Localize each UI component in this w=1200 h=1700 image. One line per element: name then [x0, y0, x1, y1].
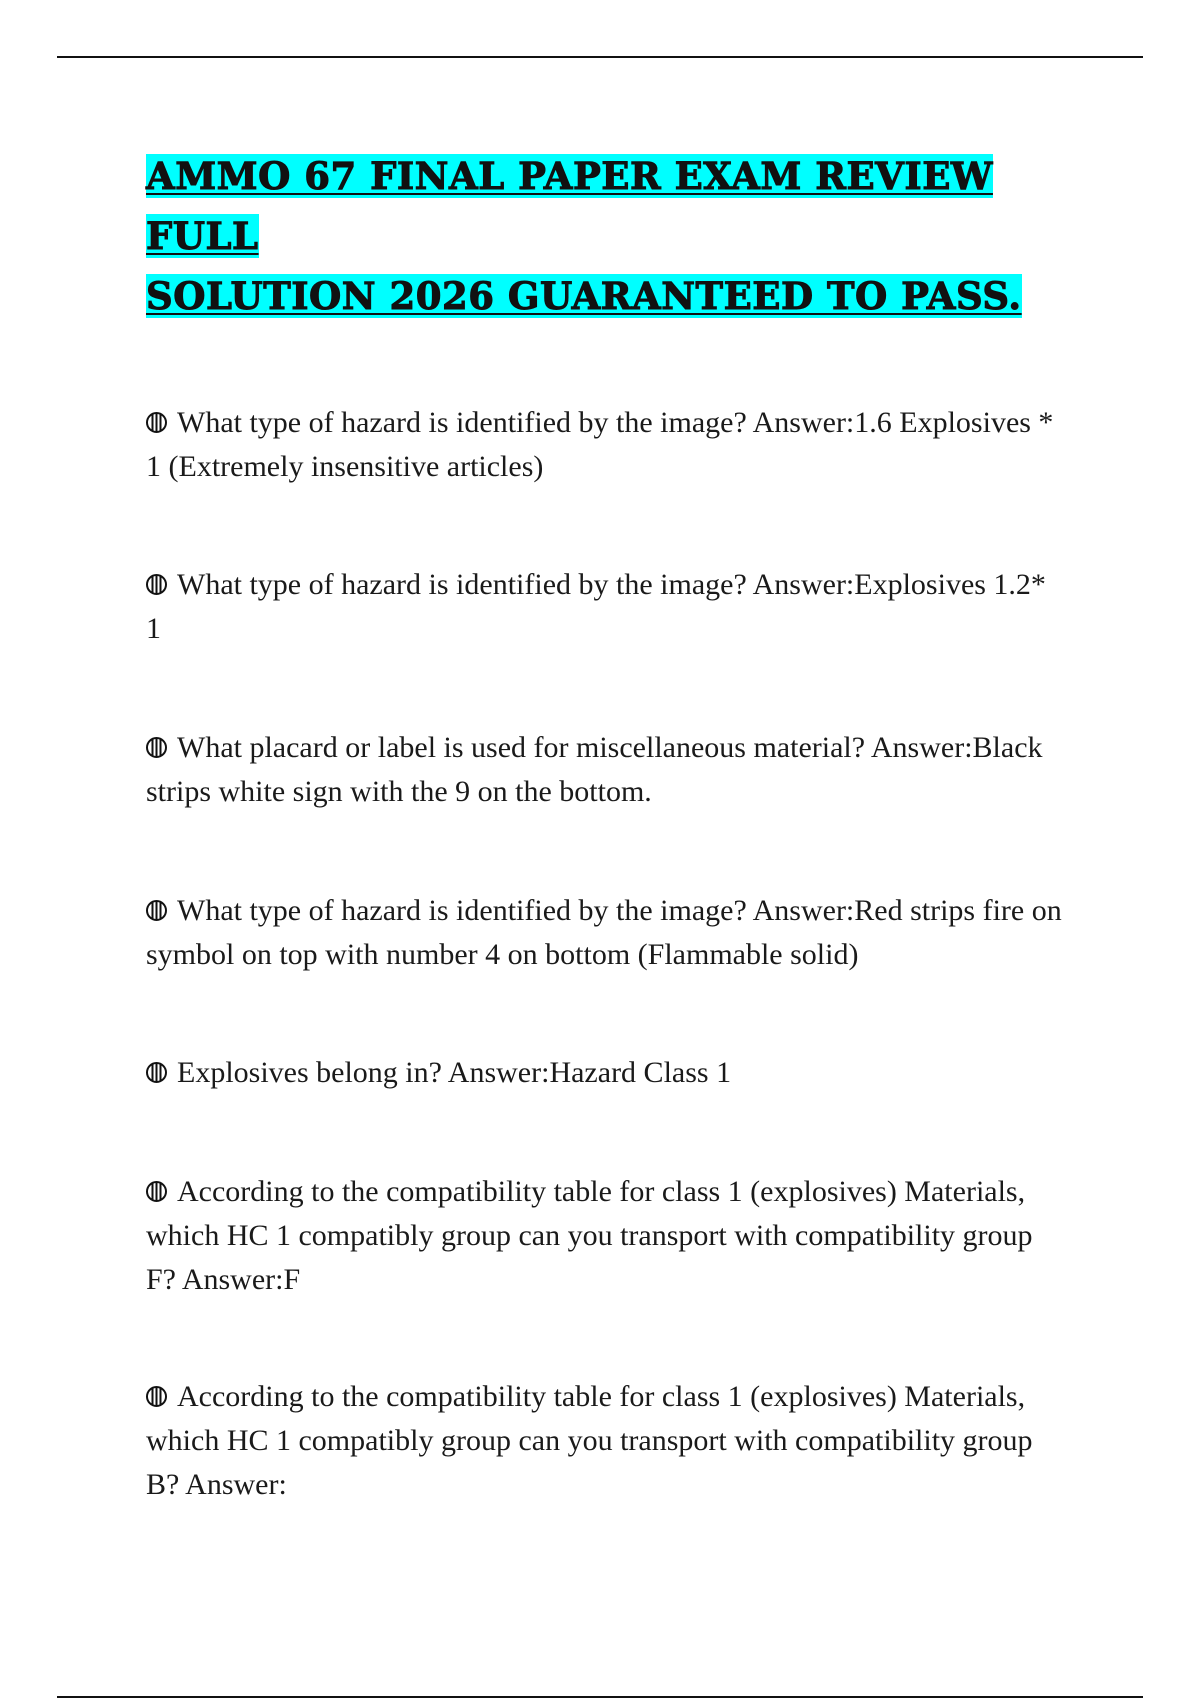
- question-text: According to the compatibility table for class 1 (explosives) Materials, which HC 1 compatibly group can you transport with compatibility group F? Answer:F: [146, 1175, 1033, 1296]
- top-rule: [57, 56, 1143, 58]
- list-item: [146, 889, 1066, 977]
- question-text: What type of hazard is identified by the image? Answer:1.6 Explosives * 1 (Extremely insensitive articles): [146, 406, 1054, 483]
- bottom-rule: [57, 1696, 1143, 1698]
- list-item: [146, 563, 1066, 651]
- bullet-icon: [146, 1386, 167, 1407]
- bullet-icon: [146, 1062, 167, 1083]
- title-line-1: AMMO 67 FINAL PAPER EXAM REVIEW FULL: [146, 154, 993, 258]
- bullet-icon: [146, 574, 167, 595]
- list-item: [146, 1170, 1066, 1302]
- list-item: [146, 726, 1066, 814]
- bullet-icon: [146, 900, 167, 921]
- question-text: Explosives belong in? Answer:Hazard Class 1: [177, 1056, 732, 1089]
- title-line-2: SOLUTION 2026 GUARANTEED TO PASS.: [146, 274, 1022, 318]
- document-title: [146, 146, 1066, 326]
- question-text: According to the compatibility table for class 1 (explosives) Materials, which HC 1 compatibly group can you transport with compatibility group B? Answer:: [146, 1380, 1033, 1501]
- list-item: [146, 1051, 1066, 1095]
- list-item: [146, 1375, 1066, 1507]
- question-text: What type of hazard is identified by the image? Answer:Red strips fire on symbol on top with number 4 on bottom (Flammable solid): [146, 894, 1062, 971]
- question-text: What placard or label is used for miscellaneous material? Answer:Black strips white sign with the 9 on the bottom.: [146, 731, 1043, 808]
- bullet-icon: [146, 412, 167, 433]
- question-text: What type of hazard is identified by the image? Answer:Explosives 1.2* 1: [146, 568, 1046, 645]
- bullet-icon: [146, 737, 167, 758]
- bullet-icon: [146, 1181, 167, 1202]
- list-item: [146, 401, 1066, 489]
